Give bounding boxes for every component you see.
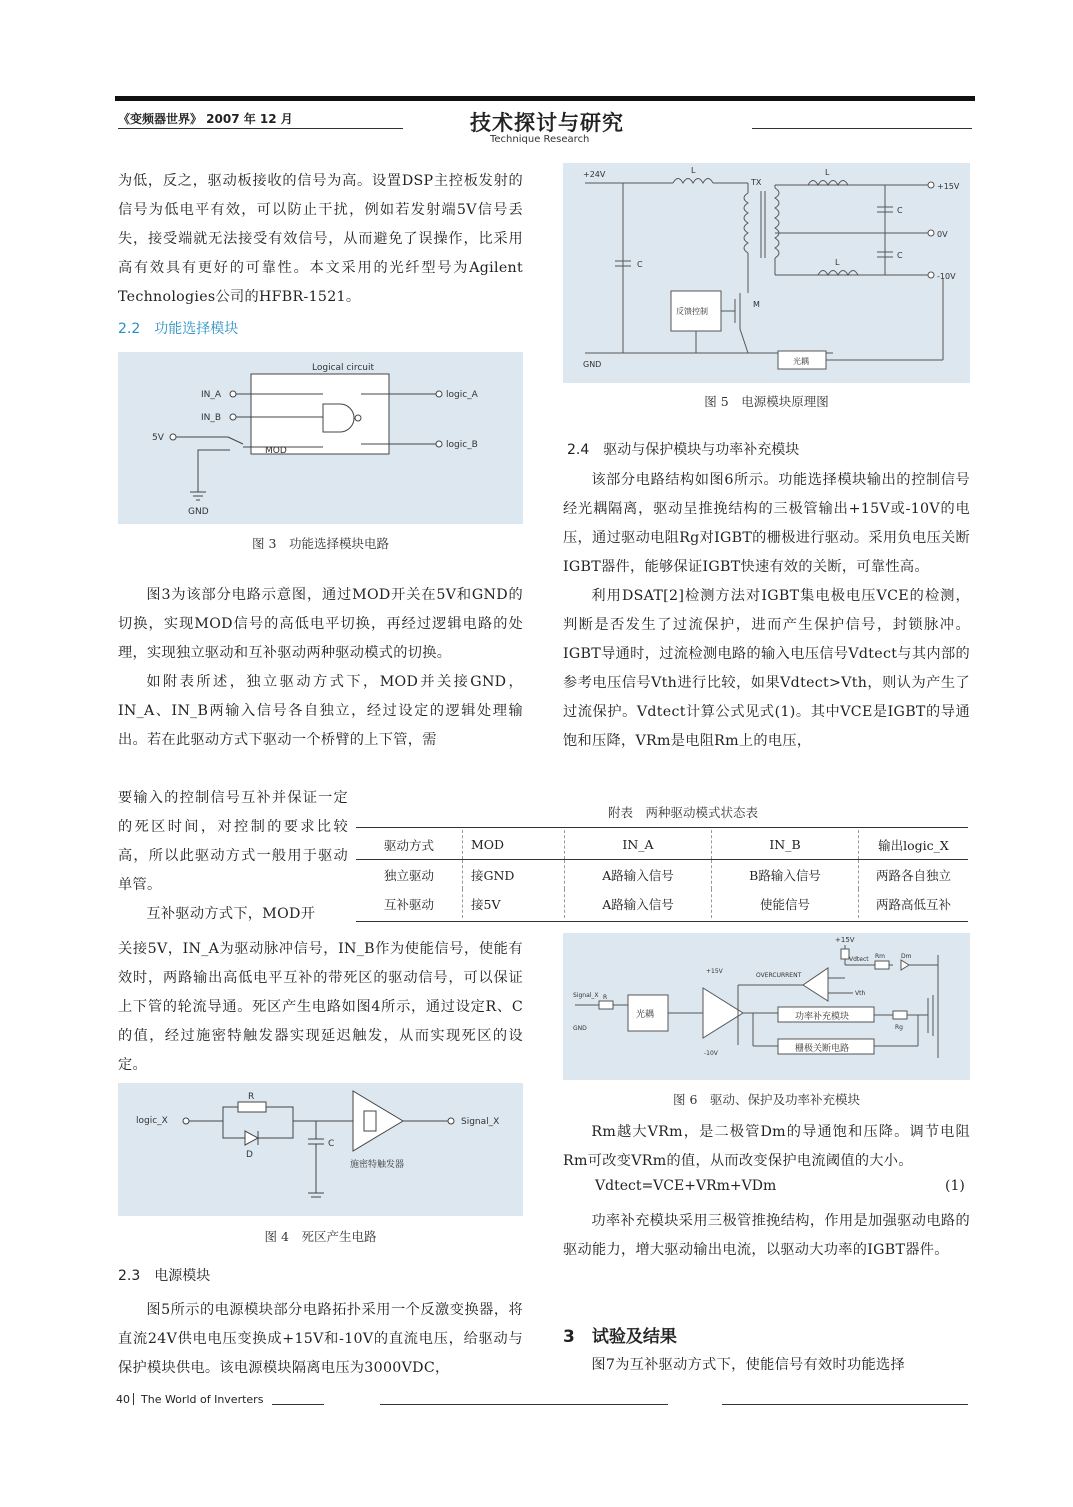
fig5-plus15: +15V [937, 182, 960, 191]
page-number: 40 [116, 1393, 130, 1406]
fig5-zero: 0V [937, 230, 948, 239]
fig6-dm: Dm [901, 953, 912, 960]
section-title: 技术探讨与研究 [470, 111, 624, 135]
fig6-p15-mid: +15V [706, 968, 723, 975]
fig6-rm: Rm [875, 953, 886, 960]
footer-line [722, 1404, 968, 1405]
fig5-c1: C [637, 260, 643, 269]
fig3-gnd: GND [188, 507, 209, 517]
figure-3-caption: 图 3 功能选择模块电路 [252, 536, 389, 551]
table-header-cell: IN_B [712, 830, 859, 860]
fig5-tx: TX [751, 178, 762, 187]
fig6-overcurrent: OVERCURRENT [756, 972, 802, 979]
fig5-c2: C [897, 206, 903, 215]
figure-5-caption: 图 5 电源模块原理图 [704, 394, 829, 409]
table-row [356, 860, 968, 890]
header-line-left [118, 128, 403, 129]
fig5-l1: L [691, 166, 696, 175]
fig3-in-b: IN_B [201, 413, 222, 423]
fig6-p15-top: +15V [835, 936, 855, 944]
figure-5 [563, 163, 970, 383]
footer-separator [133, 1393, 134, 1405]
figure-4 [118, 1083, 523, 1216]
paragraph: 图5所示的电源模块部分电路拓扑采用一个反激变换器，将直流24V供电电压变换成+15V和-10V的直流电压，给驱动与保护模块供电。该电源模块隔离电压为3000VDC， [118, 1302, 523, 1376]
figure-6-caption: 图 6 驱动、保护及功率补充模块 [673, 1092, 860, 1107]
paragraph-wrap: 要输入的控制信号互补并保证一定的死区时间，对控制的要求比较高，所以此驱动方式一般用于驱动单管。 互补驱动方式下，MOD开 [118, 790, 348, 922]
footer-line [272, 1404, 324, 1405]
fig6-gate-off: 栅极关断电路 [795, 1044, 850, 1054]
paragraph: Rm越大VRm，是二极管Dm的导通饱和压降。调节电阻Rm可改变VRm的值，从而改变保护电流阈值的大小。 [563, 1124, 970, 1169]
fig6-power-add: 功率补充模块 [795, 1012, 850, 1022]
fig6-vth: Vth [855, 990, 866, 997]
fig5-l3: L [835, 258, 840, 267]
table-cell: 互补驱动 [356, 889, 463, 918]
fig4-signal-x: Signal_X [461, 1117, 500, 1127]
fig4-logic-x: logic_X [136, 1116, 168, 1126]
journal-issue: 《变频器世界》 2007 年 12 月 [118, 112, 293, 126]
figure-4-caption: 图 4 死区产生电路 [264, 1229, 377, 1244]
fig3-title: Logical circuit [312, 363, 375, 373]
fig5-opto: 光耦 [793, 357, 809, 366]
fig6-m10: -10V [704, 1050, 718, 1057]
fig4-r: R [248, 1092, 255, 1102]
paragraph: 功率补充模块采用三极管推挽结构，作用是加强驱动电路的驱动能力，增大驱动输出电流，以驱动大功率的IGBT器件。 [563, 1213, 970, 1258]
table-header-cell: 驱动方式 [356, 830, 463, 860]
fig4-d: D [246, 1150, 253, 1160]
fig4-schmitt: 施密特触发器 [350, 1160, 405, 1170]
paragraph: 图3为该部分电路示意图，通过MOD开关在5V和GND的切换，实现MOD信号的高低电平切换，再经过逻辑电路的处理，实现独立驱动和互补驱动两种驱动模式的切换。 如附表所述，独立驱动方式下，MOD并关接GND，IN_A、IN_B两输入信号各自独立，经过设定的逻辑处理输出。若在此驱动方式下驱动一个桥臂的上下管，需 [118, 587, 523, 748]
table-cell: 接GND [463, 860, 565, 890]
table-cell: 独立驱动 [356, 860, 463, 890]
footer-line [380, 1404, 668, 1405]
fig4-c: C [328, 1139, 335, 1149]
table-cell: A路输入信号 [565, 860, 712, 890]
table-cell: 接5V [463, 889, 565, 918]
fig3-logic-b: logic_B [446, 440, 478, 450]
table-bottom-rule [356, 921, 968, 922]
fig3-mod: MOD [265, 446, 287, 456]
section-heading-2-3: 2.3 电源模块 [118, 1268, 211, 1284]
table-cell: A路输入信号 [565, 889, 712, 918]
table-cell: 两路高低互补 [875, 896, 951, 912]
formula-number: (1) [945, 1178, 965, 1194]
fig5-feedback: 反馈控制 [676, 307, 708, 316]
fig5-l2: L [825, 168, 830, 177]
table-cell: 两路各自独立 [875, 867, 951, 883]
table-cell: 使能信号 [712, 889, 859, 918]
fig5-minus10: -10V [937, 272, 956, 281]
table-header-cell: MOD [463, 830, 565, 860]
fig6-vdtect: Vdtect [849, 956, 869, 963]
fig5-m: M [753, 300, 760, 309]
table-header-cell: IN_A [565, 830, 712, 860]
figure-3 [118, 352, 523, 524]
fig3-in-a: IN_A [201, 390, 222, 400]
header-rule [115, 96, 975, 101]
section-heading-2-2: 2.2 功能选择模块 [118, 321, 239, 337]
fig6-rg: Rg [895, 1024, 903, 1031]
table-header-row [356, 830, 968, 860]
figure-6 [563, 933, 970, 1080]
paragraph: 该部分电路结构如图6所示。功能选择模块输出的控制信号经光耦隔离，驱动呈推挽结构的三极管输出+15V或-10V的电压，通过驱动电阻Rg对IGBT的栅极进行驱动。采用负电压关断IGBT器件，能够保证IGBT快速有效的关断，可靠性高。 利用DSAT[2]检测方法对IGBT集电极电压VCE的检测，判断是否发生了过流保护，进而产生保护信号，封锁脉冲。IGBT导通时，过流检测电路的输入电压信号Vdtect与其内部的参考电压信号Vth进行比较，如果Vdtect>Vth，则认为产生了过流保护。Vdtect计算公式见式(1)。其中VCE是IGBT的导通饱和压降，VRm是电阻Rm上的电压， [563, 472, 970, 749]
section-subtitle: Technique Research [490, 134, 590, 145]
fig5-c3: C [897, 251, 903, 260]
table-top-rule [356, 827, 968, 828]
fig6-signal-x: Signal_X [573, 992, 599, 999]
header-line-right [752, 128, 972, 129]
paragraph: 图7为互补驱动方式下，使能信号有效时功能选择 [591, 1357, 905, 1373]
table-row [356, 889, 968, 918]
fig5-gnd: GND [583, 360, 602, 369]
formula: Vdtect=VCE+VRm+VDm [595, 1178, 777, 1194]
paragraph: 为低，反之，驱动板接收的信号为高。设置DSP主控板发射的信号为低电平有效，可以防止干扰，例如若发射端5V信号丢失，接受端就无法接受有效信号，从而避免了误操作，比采用高有效具有更好的可靠性。本文采用的光纤型号为Agilent Technologies公司的HFBR-1521。 [118, 173, 523, 305]
fig6-r: R [603, 994, 608, 1001]
fig6-gnd: GND [573, 1025, 587, 1032]
table-cell: B路输入信号 [712, 860, 859, 890]
paragraph: 关接5V，IN_A为驱动脉冲信号，IN_B作为使能信号，使能有效时，两路输出高低电平互补的带死区的驱动信号，可以保证上下管的轮流导通。死区产生电路如图4所示，通过设定R、C的值，经过施密特触发器实现延迟触发，从而实现死区的设定。 [118, 941, 523, 1073]
section-heading-3: 3 试验及结果 [563, 1327, 677, 1347]
fig6-opto: 光耦 [636, 1010, 655, 1020]
table-header-cell: 输出logic_X [859, 830, 969, 860]
fig3-5v: 5V [152, 433, 164, 443]
table-caption: 附表 两种驱动模式状态表 [607, 805, 758, 820]
fig5-24v: +24V [583, 170, 606, 179]
footer-journal: The World of Inverters [141, 1393, 264, 1406]
fig3-logic-a: logic_A [446, 390, 478, 400]
mode-table [356, 830, 968, 918]
section-heading-2-4: 2.4 驱动与保护模块与功率补充模块 [567, 442, 800, 458]
